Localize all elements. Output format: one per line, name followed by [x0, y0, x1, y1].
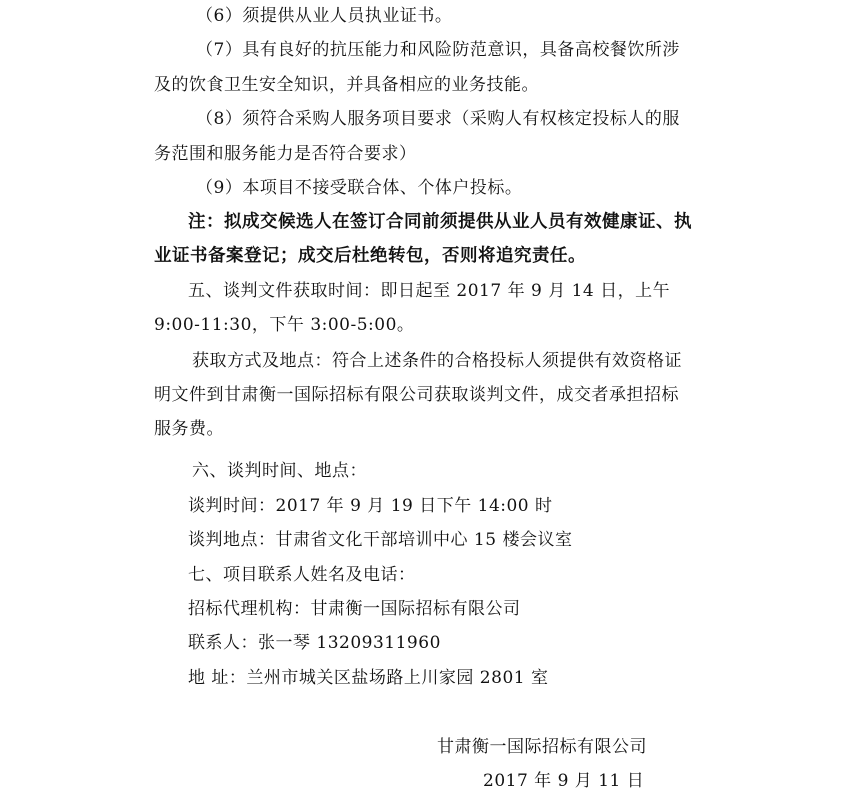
section-5-line-2: 9:00-11:30，下午 3:00-5:00。: [154, 315, 415, 335]
requirement-8-line-2: 务范围和服务能力是否符合要求）: [154, 144, 417, 164]
requirement-7-line-1: （7）具有良好的抗压能力和风险防范意识，具备高校餐饮所涉: [196, 40, 680, 60]
requirement-8-line-1: （8）须符合采购人服务项目要求（采购人有权核定投标人的服: [196, 109, 680, 129]
obtain-method-line-3: 服务费。: [154, 419, 224, 439]
section-6-place: 谈判地点：甘肃省文化干部培训中心 15 楼会议室: [188, 530, 573, 550]
note-line-1: 注：拟成交候选人在签订合同前须提供从业人员有效健康证、执: [188, 212, 692, 232]
requirement-6: （6）须提供从业人员执业证书。: [196, 6, 453, 26]
obtain-method-line-2: 明文件到甘肃衡一国际招标有限公司获取谈判文件，成交者承担招标: [154, 385, 679, 405]
section-7-address: 地 址：兰州市城关区盐场路上川家园 2801 室: [188, 668, 549, 688]
section-5-line-1: 五、谈判文件获取时间：即日起至 2017 年 9 月 14 日，上午: [188, 281, 671, 301]
section-6-time: 谈判时间：2017 年 9 月 19 日下午 14:00 时: [188, 496, 553, 516]
section-7-title: 七、项目联系人姓名及电话：: [188, 565, 416, 585]
requirement-9: （9）本项目不接受联合体、个体户投标。: [196, 178, 523, 198]
note-line-2: 业证书备案登记；成交后杜绝转包，否则将追究责任。: [154, 246, 586, 266]
signature-date: 2017 年 9 月 11 日: [483, 771, 645, 791]
requirement-7-line-2: 及的饮食卫生安全知识，并具备相应的业务技能。: [154, 75, 539, 95]
section-7-agency: 招标代理机构：甘肃衡一国际招标有限公司: [188, 599, 521, 619]
signature-company: 甘肃衡一国际招标有限公司: [437, 737, 647, 757]
section-6-title: 六、谈判时间、地点：: [192, 461, 367, 481]
section-7-contact: 联系人：张一琴 13209311960: [188, 633, 441, 653]
obtain-method-line-1: 获取方式及地点：符合上述条件的合格投标人须提供有效资格证: [192, 351, 682, 371]
